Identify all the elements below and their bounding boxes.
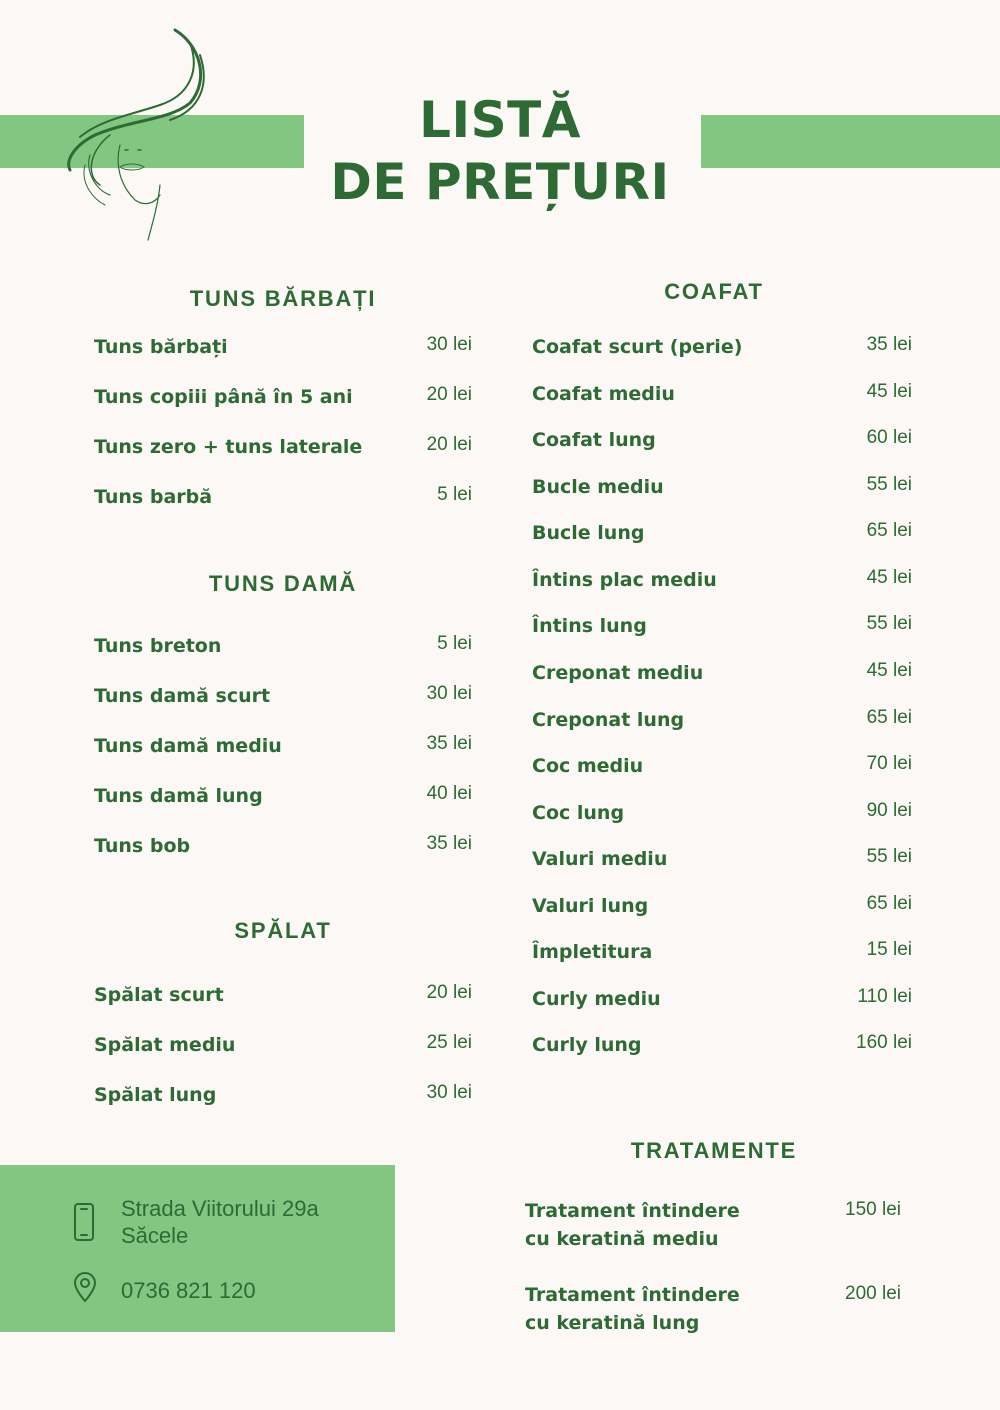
header-band-right — [701, 115, 1000, 168]
list-item — [532, 522, 912, 552]
item-name: Întins lung — [532, 615, 647, 637]
item-price: 90 lei — [866, 800, 912, 821]
list-item — [94, 685, 472, 715]
item-price: 35 lei — [426, 833, 472, 854]
item-name: Tuns damă scurt — [94, 685, 271, 707]
treatment-price: 200 lei — [845, 1283, 901, 1304]
item-name: Bucle lung — [532, 522, 645, 544]
treatment-name-line1: Tratament întindere — [525, 1200, 740, 1222]
list-item — [532, 662, 912, 692]
section-title-tuns-dama: TUNS DAMĂ — [208, 571, 358, 596]
treatment-name-line2: cu keratină mediu — [525, 1228, 719, 1250]
section-title-tuns-barbati: TUNS BĂRBAȚI — [189, 286, 377, 311]
list-item — [532, 615, 912, 645]
item-name: Tuns damă mediu — [94, 735, 282, 757]
item-name: Tuns zero + tuns laterale — [94, 436, 363, 458]
item-price: 30 lei — [426, 1082, 472, 1103]
list-item — [94, 984, 472, 1014]
item-name: Coafat scurt (perie) — [532, 336, 743, 358]
list-item — [532, 476, 912, 506]
section-title-tratamente: TRATAMENTE — [630, 1138, 798, 1163]
page-title-line1: LISTĂ — [419, 91, 581, 149]
address-line1: Strada Viitorului 29a — [121, 1196, 319, 1221]
item-price: 110 lei — [857, 986, 912, 1007]
item-price: 40 lei — [426, 783, 472, 804]
item-name: Tuns bărbați — [94, 336, 228, 358]
item-price: 45 lei — [866, 660, 912, 681]
item-price: 55 lei — [866, 613, 912, 634]
item-name: Coc lung — [532, 802, 625, 824]
address — [121, 1195, 319, 1249]
item-name: Curly lung — [532, 1034, 642, 1056]
item-name: Spălat scurt — [94, 984, 224, 1006]
treatment-name-line2: cu keratină lung — [525, 1312, 700, 1334]
item-price: 45 lei — [866, 381, 912, 402]
list-item — [532, 941, 912, 971]
treatment-name — [525, 1281, 805, 1337]
phone-icon — [72, 1202, 96, 1242]
list-item — [94, 436, 472, 466]
phone-number: 0736 821 120 — [121, 1278, 256, 1303]
list-item — [94, 835, 472, 865]
item-name: Tuns copiii până în 5 ani — [94, 386, 353, 408]
item-price: 30 lei — [426, 683, 472, 704]
item-name: Spălat lung — [94, 1084, 217, 1106]
list-item — [532, 802, 912, 832]
location-pin-icon — [72, 1271, 98, 1303]
list-item — [94, 336, 472, 366]
item-price: 65 lei — [866, 893, 912, 914]
item-price: 55 lei — [866, 474, 912, 495]
page-title-line2: DE PREȚURI — [330, 153, 670, 211]
list-item — [532, 755, 912, 785]
list-item — [94, 785, 472, 815]
item-name: Creponat lung — [532, 709, 685, 731]
item-name: Coc mediu — [532, 755, 644, 777]
woman-face-illustration — [50, 25, 220, 245]
item-name: Coafat lung — [532, 429, 656, 451]
item-price: 55 lei — [866, 846, 912, 867]
item-price: 20 lei — [426, 384, 472, 405]
item-price: 160 lei — [856, 1032, 912, 1053]
item-price: 65 lei — [866, 707, 912, 728]
section-title-coafat: COAFAT — [664, 279, 764, 304]
item-price: 15 lei — [866, 939, 912, 960]
address-line2: Săcele — [121, 1223, 189, 1248]
item-name: Coafat mediu — [532, 383, 675, 405]
list-item — [532, 848, 912, 878]
list-item — [532, 895, 912, 925]
list-item — [532, 1034, 912, 1064]
item-price: 45 lei — [866, 567, 912, 588]
item-price: 5 lei — [437, 484, 472, 505]
item-name: Spălat mediu — [94, 1034, 236, 1056]
item-name: Creponat mediu — [532, 662, 704, 684]
list-item — [94, 1084, 472, 1114]
item-name: Întins plac mediu — [532, 569, 717, 591]
list-item — [94, 635, 472, 665]
list-item — [532, 383, 912, 413]
list-item — [532, 988, 912, 1018]
item-price: 5 lei — [437, 633, 472, 654]
item-price: 35 lei — [866, 334, 912, 355]
item-price: 35 lei — [426, 733, 472, 754]
list-item — [532, 709, 912, 739]
list-item — [94, 1034, 472, 1064]
item-name: Bucle mediu — [532, 476, 664, 498]
contact-box — [0, 1165, 395, 1332]
item-price: 30 lei — [426, 334, 472, 355]
item-name: Tuns bob — [94, 835, 191, 857]
item-price: 70 lei — [866, 753, 912, 774]
item-price: 20 lei — [426, 982, 472, 1003]
list-item — [94, 386, 472, 416]
treatment-name-line1: Tratament întindere — [525, 1284, 740, 1306]
item-name: Valuri mediu — [532, 848, 668, 870]
item-name: Curly mediu — [532, 988, 661, 1010]
item-price: 65 lei — [866, 520, 912, 541]
item-name: Tuns damă lung — [94, 785, 263, 807]
treatment-price: 150 lei — [845, 1199, 901, 1220]
list-item — [532, 336, 912, 366]
treatment-name — [525, 1197, 805, 1253]
list-item — [94, 486, 472, 516]
item-name: Împletitura — [532, 941, 653, 963]
item-name: Tuns breton — [94, 635, 222, 657]
list-item — [94, 735, 472, 765]
item-name: Valuri lung — [532, 895, 649, 917]
list-item — [532, 429, 912, 459]
item-name: Tuns barbă — [94, 486, 213, 508]
item-price: 60 lei — [866, 427, 912, 448]
list-item — [532, 569, 912, 599]
item-price: 20 lei — [426, 434, 472, 455]
section-title-spalat: SPĂLAT — [234, 918, 332, 943]
item-price: 25 lei — [426, 1032, 472, 1053]
